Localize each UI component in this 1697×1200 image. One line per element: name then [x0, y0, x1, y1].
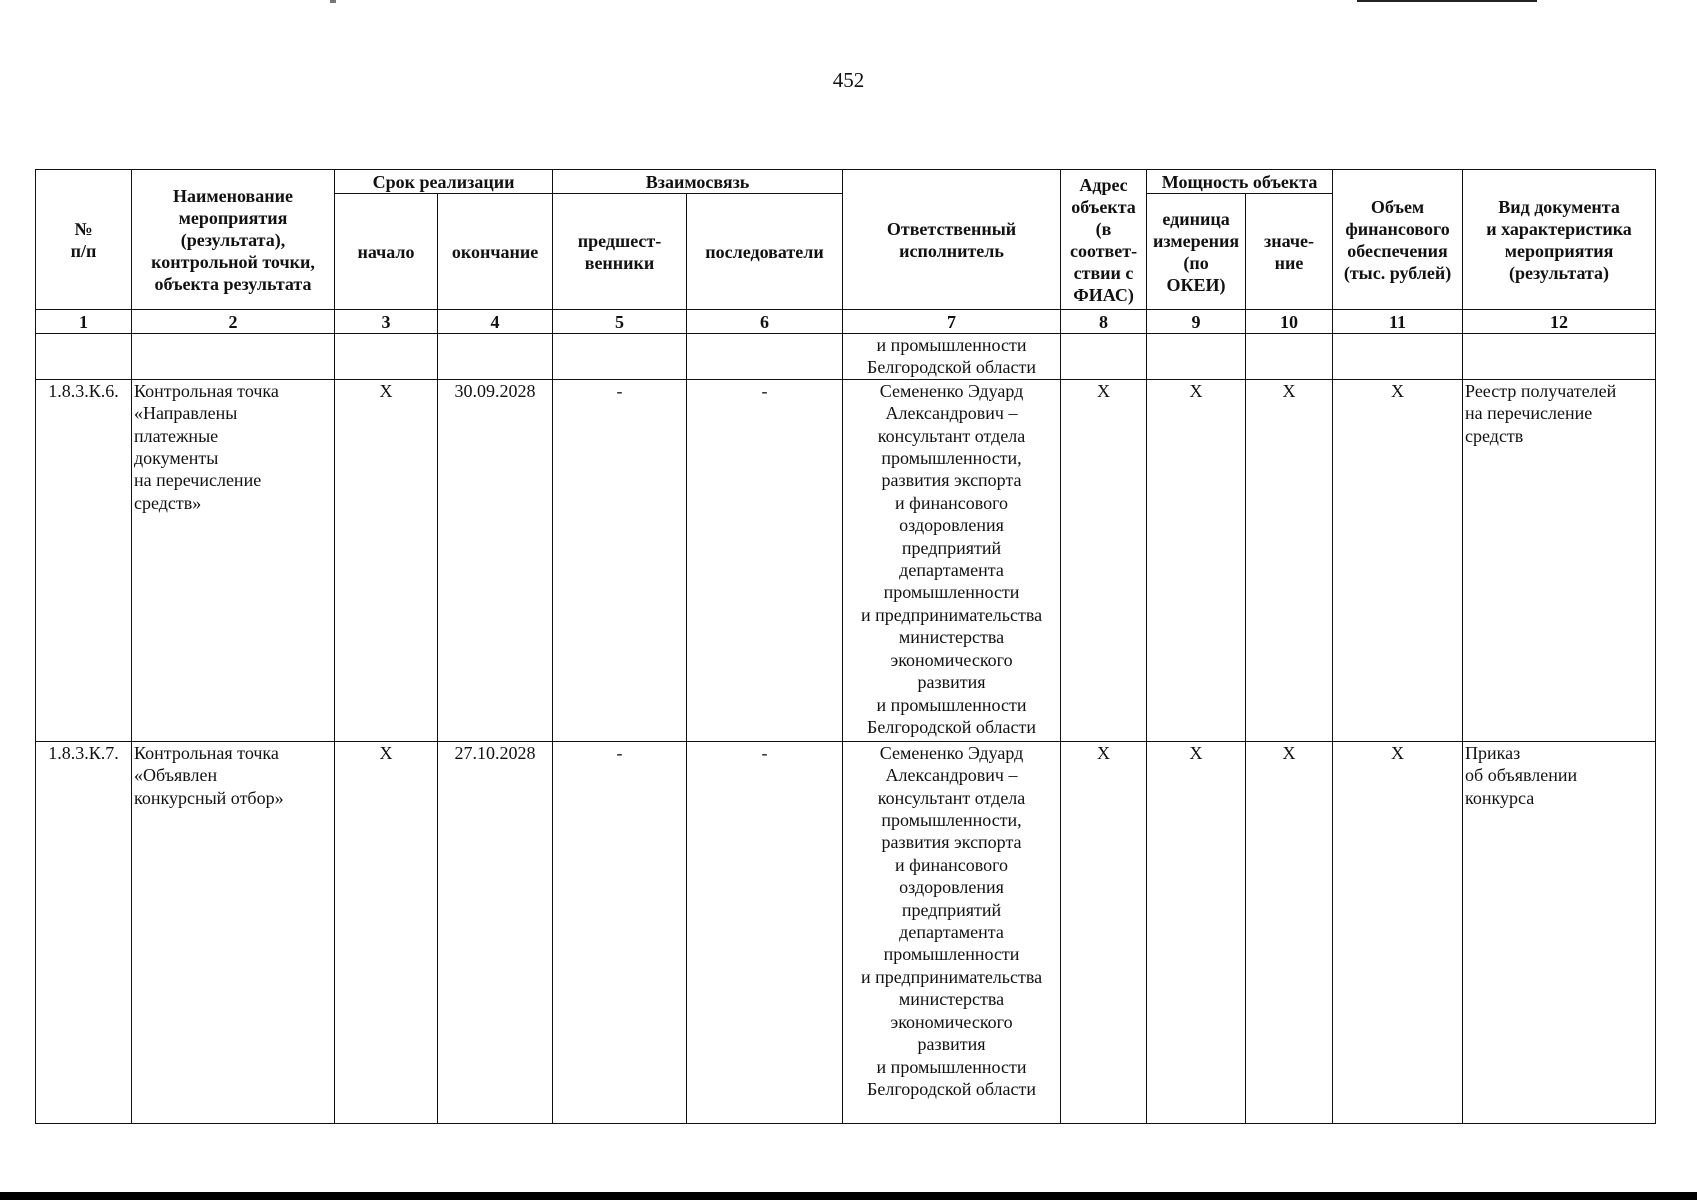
- cell-no: 1.8.3.К.6.: [36, 379, 132, 741]
- cell-unit: X: [1147, 741, 1246, 1123]
- cell-empty: [1463, 334, 1656, 380]
- cell-name: Контрольная точка «Объявлен конкурсный отбор»: [132, 741, 335, 1123]
- cell-empty: [687, 334, 843, 380]
- column-number: 5: [553, 310, 687, 334]
- cell-unit: X: [1147, 379, 1246, 741]
- cell-empty: [1246, 334, 1333, 380]
- cell-funding: X: [1333, 379, 1463, 741]
- cell-successors: -: [687, 741, 843, 1123]
- cell-predecessors: -: [553, 741, 687, 1123]
- column-number: 7: [843, 310, 1061, 334]
- header-unit: единица измерения (по ОКЕИ): [1147, 194, 1246, 310]
- cell-empty: [553, 334, 687, 380]
- cell-value: X: [1246, 741, 1333, 1123]
- column-number: 12: [1463, 310, 1656, 334]
- table-row: [36, 741, 1656, 1123]
- header-name: Наименование мероприятия (результата), контрольной точки, объекта результата: [132, 170, 335, 310]
- scan-edge-mark: [1357, 0, 1537, 2]
- table-row: [36, 379, 1656, 741]
- cell-successors: -: [687, 379, 843, 741]
- header-funding: Объем финансового обеспечения (тыс. рублей): [1333, 170, 1463, 310]
- header-predecessors: предшест- венники: [553, 194, 687, 310]
- header-end: окончание: [438, 194, 553, 310]
- continuation-row: [36, 334, 1656, 380]
- header-value: значе- ние: [1246, 194, 1333, 310]
- header-successors: последователи: [687, 194, 843, 310]
- cell-value: X: [1246, 379, 1333, 741]
- cell-empty: [438, 334, 553, 380]
- header-term-group: Срок реализации: [335, 170, 553, 194]
- cell-doc-type: Реестр получателей на перечисление средств: [1463, 379, 1656, 741]
- cell-empty: [335, 334, 438, 380]
- header-address: Адрес объекта (в соответ- ствии с ФИАС): [1061, 170, 1147, 310]
- header-doc-type: Вид документа и характеристика мероприятия (результата): [1463, 170, 1656, 310]
- column-number: 1: [36, 310, 132, 334]
- column-number: 6: [687, 310, 843, 334]
- column-number: 11: [1333, 310, 1463, 334]
- cell-doc-type: Приказ об объявлении конкурса: [1463, 741, 1656, 1123]
- activity-table: [35, 169, 1656, 1124]
- cell-responsible: Семененко Эдуард Александрович – консультант отдела промышленности, развития экспорта и финансового оздоровления предприятий департамента промышленности и предпринимательства министерства экономического развития и промышленности Белгородской области: [843, 741, 1061, 1123]
- cell-empty: [36, 334, 132, 380]
- cell-empty: [1333, 334, 1463, 380]
- cell-empty: [132, 334, 335, 380]
- column-number: 9: [1147, 310, 1246, 334]
- scan-bottom-edge: [0, 1192, 1697, 1200]
- header-no: № п/п: [36, 170, 132, 310]
- cell-end: 27.10.2028: [438, 741, 553, 1123]
- column-number: 10: [1246, 310, 1333, 334]
- column-number-row: [36, 310, 1656, 334]
- cell-address: X: [1061, 741, 1147, 1123]
- cell-responsible: Семененко Эдуард Александрович – консультант отдела промышленности, развития экспорта и финансового оздоровления предприятий департамента промышленности и предпринимательства министерства экономического развития и промышленности Белгородской области: [843, 379, 1061, 741]
- cell-predecessors: -: [553, 379, 687, 741]
- cell-funding: X: [1333, 741, 1463, 1123]
- column-number: 4: [438, 310, 553, 334]
- scan-speck: [330, 0, 336, 3]
- header-row-top: [36, 170, 1656, 194]
- cell-start: X: [335, 379, 438, 741]
- column-number: 8: [1061, 310, 1147, 334]
- cell-end: 30.09.2028: [438, 379, 553, 741]
- column-number: 2: [132, 310, 335, 334]
- header-responsible: Ответственный исполнитель: [843, 170, 1061, 310]
- cell-responsible: и промышленности Белгородской области: [843, 334, 1061, 380]
- cell-name: Контрольная точка «Направлены платежные документы на перечисление средств»: [132, 379, 335, 741]
- column-number: 3: [335, 310, 438, 334]
- page-number: 452: [832, 68, 865, 92]
- header-start: начало: [335, 194, 438, 310]
- cell-start: X: [335, 741, 438, 1123]
- header-capacity-group: Мощность объекта: [1147, 170, 1333, 194]
- header-link-group: Взаимосвязь: [553, 170, 843, 194]
- cell-address: X: [1061, 379, 1147, 741]
- cell-empty: [1061, 334, 1147, 380]
- cell-no: 1.8.3.К.7.: [36, 741, 132, 1123]
- cell-empty: [1147, 334, 1246, 380]
